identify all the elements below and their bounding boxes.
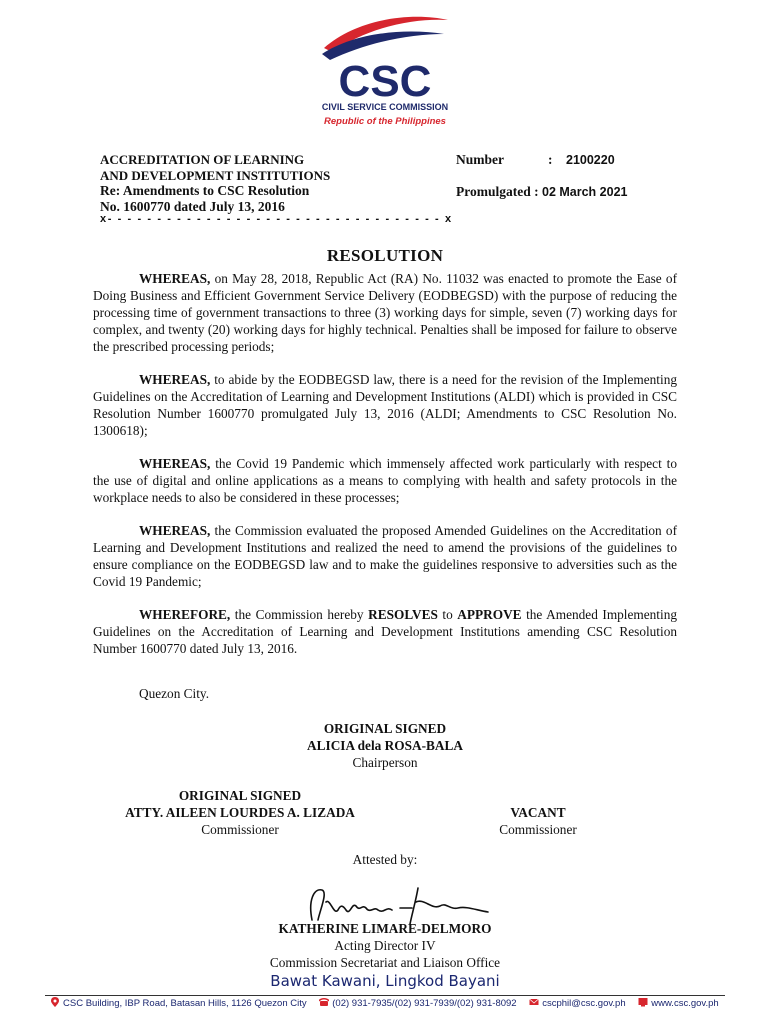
footer-motto: Bawat Kawani, Lingkod Bayani	[270, 972, 500, 990]
attested-by-label: Attested by:	[352, 852, 418, 867]
website-link[interactable]: www.csc.gov.ph	[651, 998, 719, 1009]
footer-contact-bar	[50, 997, 730, 1009]
footer-phone	[319, 997, 516, 1009]
subject-line-1: ACCREDITATION OF LEARNING	[100, 152, 305, 167]
subject-line-4: No. 1600770 dated July 13, 2016	[100, 198, 285, 214]
resolution-body	[93, 270, 677, 673]
signatory-title: Commissioner	[499, 822, 577, 837]
paragraph-text: the Commission evaluated the proposed Amended Guidelines on the Accreditation of Learning and Development Institutions and realized the need to amend the provisions of the guidelines to ensure compliance on the EODBEGSD law and to make the guidelines responsive to adversities such as the Covid 19 Pandemic;	[93, 523, 677, 589]
footer-address	[50, 997, 307, 1009]
email-icon	[529, 997, 539, 1007]
paragraph-text: the Covid 19 Pandemic which immensely affected work particularly with respect to the use of digital and online applications as a means to complying with health and safety protocols in the workplace needs to also be considered in these processes;	[93, 456, 677, 505]
address-text: CSC Building, IBP Road, Batasan Hills, 1126 Quezon City	[63, 998, 307, 1009]
footer-divider	[45, 995, 725, 996]
signatory-office: Commission Secretariat and Liaison Office	[269, 955, 501, 970]
footer-email	[529, 997, 625, 1009]
place-of-issue: Quezon City.	[139, 686, 210, 701]
paragraph-lead: WHEREAS,	[139, 456, 211, 471]
promulgated-row	[456, 184, 627, 200]
number-label: Number	[456, 152, 504, 167]
signatory-name: KATHERINE LIMARE-DELMORO	[278, 921, 492, 936]
paragraph-lead: WHEREFORE,	[139, 607, 231, 622]
csc-logo-icon	[318, 12, 452, 136]
subject-line-2: AND DEVELOPMENT INSTITUTIONS	[100, 167, 331, 183]
whereas-paragraph-1	[93, 270, 677, 355]
paragraph-lead: WHEREAS,	[139, 372, 211, 387]
whereas-paragraph-4	[93, 522, 677, 590]
number-row	[456, 152, 615, 168]
footer-website	[638, 997, 718, 1009]
resolution-subject	[100, 152, 400, 214]
paragraph-text: the Amended Implementing Guidelines on the Accreditation of Learning and Development Institutions amending CSC Resolution Number 1600770 dated July 13, 2016.	[93, 607, 677, 656]
svg-text:Republic of the Philippines: Republic of the Philippines	[324, 116, 446, 127]
commissioner-1-signature-block	[90, 787, 390, 838]
signatory-name: ATTY. AILEEN LOURDES A. LIZADA	[125, 805, 355, 820]
wherefore-paragraph	[93, 606, 677, 657]
svg-text:CIVIL SERVICE COMMISSION: CIVIL SERVICE COMMISSION	[321, 102, 449, 112]
document-title: RESOLUTION	[326, 246, 444, 265]
subject-line-3: Re: Amendments to CSC Resolution	[100, 183, 310, 198]
secretary-signature-block	[185, 920, 585, 971]
signature-status: ORIGINAL SIGNED	[323, 721, 447, 736]
telephone-icon	[319, 997, 329, 1007]
paragraph-text: to	[437, 607, 458, 622]
signatory-title: Chairperson	[352, 755, 418, 770]
number-separator: :	[548, 152, 553, 167]
paragraph-lead: WHEREAS,	[139, 271, 211, 286]
phone-text: (02) 931-7935/(02) 931-7939/(02) 931-8092	[332, 998, 517, 1009]
separator-dashes: x- - - - - - - - - - - - - - - - - - - - - - - - - - - - - - - - - - x	[100, 213, 453, 225]
email-text[interactable]: cscphil@csc.gov.ph	[542, 998, 626, 1009]
resolves-keyword: RESOLVES	[368, 607, 438, 622]
chairperson-signature-block	[235, 720, 535, 771]
signatory-title: Commissioner	[201, 822, 279, 837]
signatory-title: Acting Director IV	[334, 938, 436, 953]
signatory-name: ALICIA dela ROSA-BALA	[307, 738, 463, 753]
commissioner-2-signature-block	[438, 804, 638, 838]
number-value: 2100220	[566, 153, 615, 167]
promulgated-value: 02 March 2021	[542, 185, 628, 199]
globe-icon	[638, 997, 648, 1007]
csc-logo	[318, 12, 452, 136]
paragraph-text: to abide by the EODBEGSD law, there is a need for the revision of the Implementing Guidelines on the Accreditation of Learning and Development Institutions (ALDI) which is provided in CSC Resolution Number 1600770 promulgated July 13, 2016 (ALDI; Amendments to CSC Resolution No. 1300618);	[93, 372, 677, 438]
whereas-paragraph-3	[93, 455, 677, 506]
svg-text:CSC: CSC	[338, 57, 432, 106]
promulgated-separator: :	[534, 184, 539, 199]
paragraph-lead: WHEREAS,	[139, 523, 211, 538]
whereas-paragraph-2	[93, 371, 677, 439]
promulgated-label: Promulgated	[456, 184, 531, 199]
signature-status: ORIGINAL SIGNED	[178, 788, 302, 803]
location-pin-icon	[50, 997, 60, 1007]
paragraph-text: on May 28, 2018, Republic Act (RA) No. 11032 was enacted to promote the Ease of Doing Business and Efficient Government Service Delivery (EODBEGSD) with the purpose of reducing the processing time of government transactions to three (3) working days for simple, seven (7) working days for complex, and twenty (20) working days for highly technical. Penalties shall be imposed for failure to observe the prescribed processing periods;	[93, 271, 677, 354]
paragraph-text: the Commission hereby	[230, 607, 369, 622]
signatory-name: VACANT	[510, 805, 566, 820]
approve-keyword: APPROVE	[457, 607, 522, 622]
